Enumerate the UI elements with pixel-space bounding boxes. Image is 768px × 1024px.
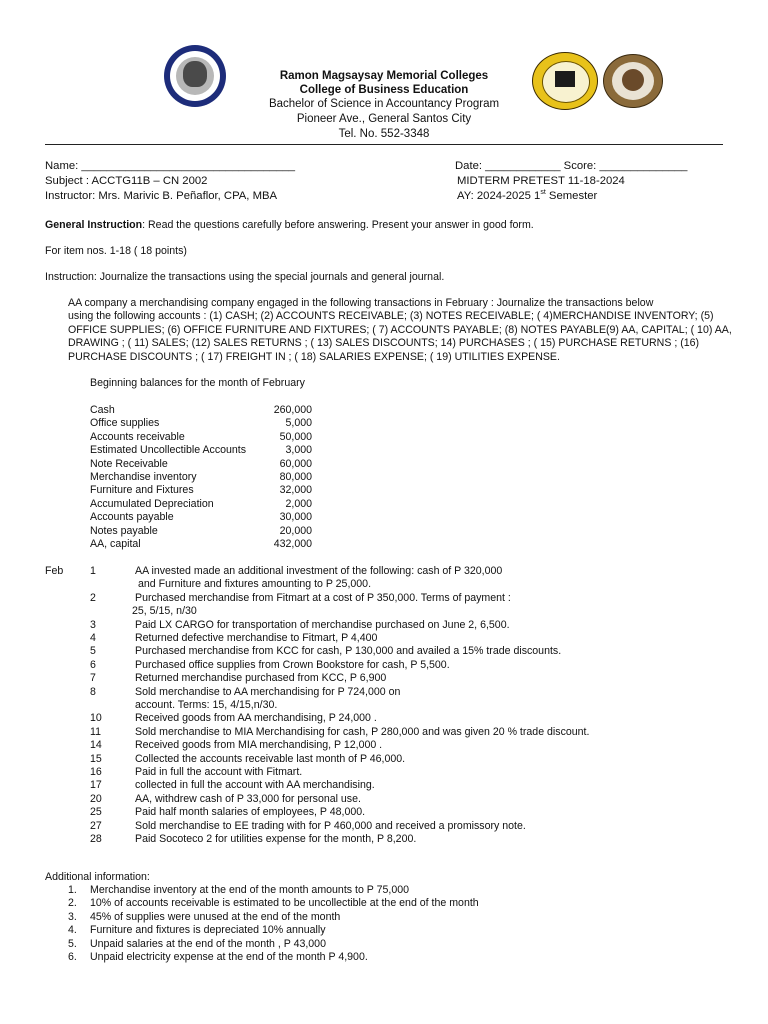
transaction-text: Received goods from AA merchandising, P 24,000 .: [135, 712, 377, 725]
telephone: Tel. No. 552-3348: [338, 128, 430, 140]
balance-label: Accumulated Depreciation: [90, 497, 214, 510]
college-name: Ramon Magsaysay Memorial Colleges: [279, 70, 489, 82]
transaction-day: 25: [90, 806, 102, 819]
transaction-text: collected in full the account with AA merchandising.: [135, 779, 375, 792]
additional-item-number: 1.: [68, 884, 77, 896]
academic-year: AY: 2024-2025 1st Semester: [457, 189, 598, 202]
transaction-day: 2: [90, 591, 96, 604]
transaction-text: Returned defective merchandise to Fitmart, P 4,400: [135, 632, 378, 644]
exam-title: MIDTERM PRETEST 11-18-2024: [457, 175, 625, 187]
transaction-day: 28: [90, 833, 102, 845]
problem-line: DRAWING ; ( 11) SALES; (12) SALES RETURNS ; ( 13) SALES DISCOUNTS; 14) PURCHASES ; ( 15) PURCHASE RETURNS ; (16): [68, 337, 700, 350]
problem-line: AA company a merchandising company engaged in the following transactions in February : Journalize the transactions below: [68, 297, 654, 309]
balance-label: Merchandise inventory: [90, 471, 197, 483]
balance-row: [90, 511, 320, 524]
transaction-day: 5: [90, 645, 96, 658]
balance-label: Note Receivable: [90, 457, 168, 470]
transaction-month: Feb: [45, 565, 64, 577]
balances-title: Beginning balances for the month of February: [90, 377, 305, 389]
balance-amount: 32,000: [279, 484, 312, 497]
general-instruction: General Instruction: Read the questions carefully before answering. Present your answer in good form.: [45, 219, 534, 231]
problem-line: using the following accounts : (1) CASH; (2) ACCOUNTS RECEIVABLE; (3) NOTES RECEIVABLE; ( 4)MERCHANDISE INVENTORY; (5): [68, 310, 714, 323]
transaction-day: 7: [90, 672, 96, 685]
transaction-row: [45, 699, 725, 712]
transaction-row: [45, 659, 725, 672]
date-score-field: Date: ____________ Score: ______________: [455, 160, 688, 172]
balance-row: [90, 417, 320, 430]
journalize-instruction: Instruction: Journalize the transactions using the special journals and general journal.: [45, 271, 445, 283]
additional-item-number: 2.: [68, 897, 77, 910]
balance-row: [90, 538, 320, 551]
transaction-text: Purchased office supplies from Crown Bookstore for cash, P 5,500.: [135, 658, 450, 671]
transaction-day: 16: [90, 766, 102, 778]
instructor: Instructor: Mrs. Marivic B. Peñaflor, CPA, MBA: [45, 190, 278, 202]
balance-label: Office supplies: [90, 417, 160, 430]
balance-amount: 3,000: [285, 444, 312, 457]
problem-line: PURCHASE DISCOUNTS ; ( 17) FREIGHT IN ; ( 18) SALARIES EXPENSE; ( 19) UTILITIES EXPENSE.: [68, 350, 560, 363]
transaction-row: [45, 726, 725, 739]
transaction-text: Sold merchandise to MIA Merchandising for cash, P 280,000 and was given 20 % trade discount.: [135, 725, 590, 738]
program-name: Bachelor of Science in Accountancy Program: [268, 98, 500, 110]
balance-label: Cash: [90, 404, 115, 416]
balance-label: AA, capital: [90, 538, 141, 550]
balance-label: Estimated Uncollectible Accounts: [90, 444, 247, 457]
balance-amount: 30,000: [279, 511, 312, 524]
header-divider: [45, 144, 723, 145]
balance-row: [90, 444, 320, 457]
transaction-text: and Furniture and fixtures amounting to P 25,000.: [138, 578, 372, 591]
balance-row: [90, 525, 320, 538]
transaction-row: [45, 806, 725, 819]
transaction-day: 1: [90, 565, 96, 577]
transaction-row: [45, 820, 725, 833]
transaction-text: 25, 5/15, n/30: [132, 605, 197, 618]
balance-amount: 2,000: [285, 497, 312, 510]
balance-row: [90, 458, 320, 471]
additional-item-number: 4.: [68, 924, 77, 937]
transaction-text: Collected the accounts receivable last month of P 46,000.: [135, 752, 406, 765]
transaction-text: Paid in full the account with Fitmart.: [135, 766, 303, 778]
additional-item-text: 10% of accounts receivable is estimated to be uncollectible at the end of the month: [90, 897, 479, 910]
transaction-day: 17: [90, 779, 102, 792]
balance-label: Furniture and Fixtures: [90, 484, 194, 497]
balance-row: [90, 484, 320, 497]
additional-item-number: 5.: [68, 937, 77, 950]
item-points: For item nos. 1-18 ( 18 points): [45, 245, 187, 257]
transaction-row: [45, 779, 725, 792]
balance-amount: 260,000: [273, 404, 312, 416]
transaction-text: AA invested made an additional investment of the following: cash of P 320,000: [135, 565, 503, 577]
transaction-row: [45, 753, 725, 766]
transaction-day: 11: [90, 725, 101, 738]
transaction-row: [45, 605, 725, 618]
balance-row: [90, 431, 320, 444]
transaction-row: [45, 833, 725, 846]
department-name: College of Business Education: [299, 84, 469, 96]
transaction-row: [45, 645, 725, 658]
transaction-row: [45, 578, 725, 591]
balance-label: Accounts payable: [90, 511, 174, 524]
balance-label: Accounts receivable: [90, 430, 185, 443]
transaction-text: Paid Socoteco 2 for utilities expense for the month, P 8,200.: [135, 833, 417, 845]
transaction-text: account. Terms: 15, 4/15,n/30.: [135, 699, 278, 711]
transaction-text: Paid LX CARGO for transportation of merchandise purchased on June 2, 6,500.: [135, 618, 510, 631]
balance-label: Notes payable: [90, 524, 158, 537]
transaction-text: Sold merchandise to EE trading with for P 460,000 and received a promissory note.: [135, 819, 526, 832]
balance-amount: 5,000: [285, 417, 312, 430]
balance-amount: 20,000: [279, 524, 312, 537]
transaction-text: Returned merchandise purchased from KCC, P 6,900: [135, 672, 387, 685]
transaction-day: 20: [90, 792, 102, 805]
name-field: Name: __________________________________: [45, 160, 296, 172]
transaction-day: 6: [90, 658, 96, 671]
transaction-row: [45, 686, 725, 699]
address: Pioneer Ave., General Santos City: [296, 113, 472, 125]
transaction-text: Paid half month salaries of employees, P 48,000.: [135, 806, 366, 819]
transaction-row: [45, 565, 725, 578]
additional-item-number: 3.: [68, 910, 77, 923]
balance-amount: 80,000: [279, 471, 312, 483]
additional-item-text: Unpaid salaries at the end of the month , P 43,000: [90, 937, 326, 950]
transaction-day: 4: [90, 632, 96, 644]
additional-item-number: 6.: [68, 951, 77, 963]
transaction-row: [45, 672, 725, 685]
additional-item-text: Unpaid electricity expense at the end of the month P 4,900.: [90, 951, 368, 963]
balance-row: [90, 404, 320, 417]
transaction-day: 3: [90, 618, 96, 631]
transaction-day: 27: [90, 819, 102, 832]
balance-row: [90, 471, 320, 484]
transaction-text: Purchased merchandise from Fitmart at a cost of P 350,000. Terms of payment :: [135, 591, 511, 604]
additional-item-text: 45% of supplies were unused at the end of the month: [90, 910, 341, 923]
transaction-row: [45, 592, 725, 605]
problem-line: OFFICE SUPPLIES; (6) OFFICE FURNITURE AND FIXTURES; ( 7) ACCOUNTS PAYABLE; (8) NOTES PAYABLE(9) AA, CAPITAL; ( 10) AA,: [68, 323, 732, 336]
balance-amount: 432,000: [273, 538, 312, 550]
transaction-day: 15: [90, 752, 102, 765]
balance-amount: 60,000: [279, 457, 312, 470]
transaction-text: AA, withdrew cash of P 33,000 for personal use.: [135, 792, 361, 805]
transaction-row: [45, 766, 725, 779]
transaction-text: Received goods from MIA merchandising, P 12,000 .: [135, 739, 383, 752]
balance-row: [90, 498, 320, 511]
transaction-day: 8: [90, 685, 96, 698]
transaction-day: 14: [90, 739, 102, 752]
additional-item-text: Furniture and fixtures is depreciated 10% annually: [90, 924, 326, 937]
transaction-day: 10: [90, 712, 102, 725]
additional-title: Additional information:: [45, 871, 150, 883]
balance-amount: 50,000: [279, 430, 312, 443]
transaction-row: [45, 632, 725, 645]
transaction-row: [45, 619, 725, 632]
transaction-row: [45, 739, 725, 752]
additional-item-text: Merchandise inventory at the end of the month amounts to P 75,000: [90, 884, 409, 896]
transaction-row: [45, 712, 725, 725]
transaction-row: [45, 793, 725, 806]
transaction-text: Purchased merchandise from KCC for cash, P 130,000 and availed a 15% trade discounts.: [135, 645, 562, 658]
subject: Subject : ACCTG11B – CN 2002: [45, 175, 208, 187]
transaction-text: Sold merchandise to AA merchandising for P 724,000 on: [135, 685, 401, 698]
